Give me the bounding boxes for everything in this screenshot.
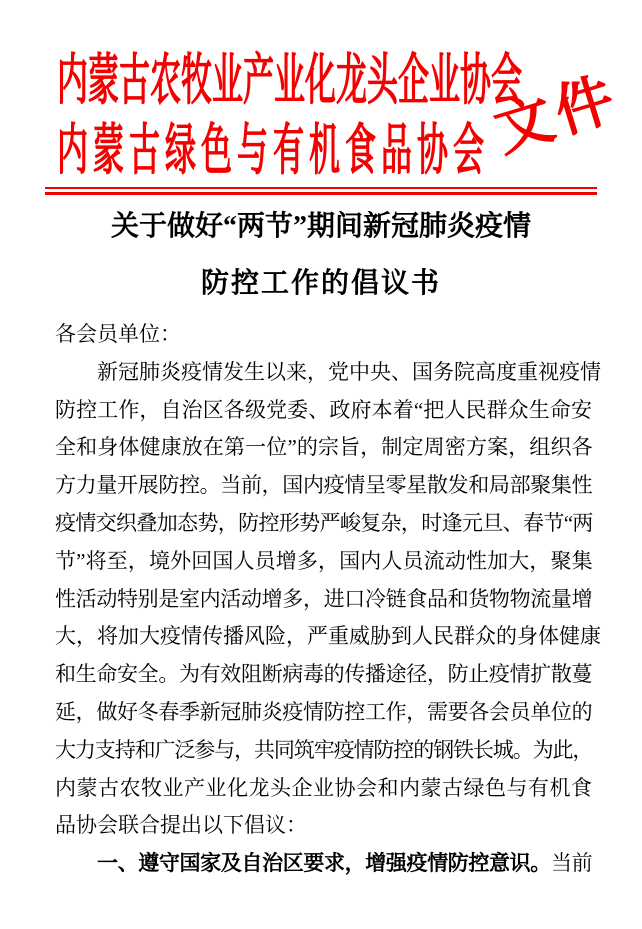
body-line xyxy=(55,429,592,467)
body-line-text: 性活动特别是室内活动增多，进口冷链食品和货物物流量增 xyxy=(55,586,592,611)
body-line-emphasis: 一、遵守国家及自治区要求，增强疫情防控意识。 xyxy=(97,852,551,876)
org-name-1: 内蒙古农牧业产业化龙头企业协会 xyxy=(57,48,522,112)
body-line xyxy=(55,316,592,354)
body-line-text: 各会员单位： xyxy=(55,322,181,346)
document-body xyxy=(55,316,601,883)
title-line-2: 防控工作的倡议书 xyxy=(200,268,441,299)
body-line xyxy=(55,505,592,543)
body-line-text: 内蒙古农牧业产业化龙头企业协会和内蒙古绿色与有机食 xyxy=(55,775,592,800)
body-line xyxy=(55,354,601,392)
title-line-1: 关于做好“两节”期间新冠肺炎疫情 xyxy=(110,211,531,242)
body-line-text: 和生命安全。为有效阻断病毒的传播途径，防止疫情扩散蔓 xyxy=(55,662,592,687)
org-name-2: 内蒙古绿色与有机食品协会 xyxy=(57,118,489,182)
body-line-text: 大，将加大疫情传播风险，严重威胁到人民群众的身体健康 xyxy=(55,624,601,649)
body-line-text: 大力支持和广泛参与，共同筑牢疫情防控的钢铁长城。为此， xyxy=(55,737,592,762)
body-line xyxy=(55,543,592,581)
document-title xyxy=(0,198,642,312)
body-line-text: 新冠肺炎疫情发生以来，党中央、国务院高度重视疫情 xyxy=(97,359,601,384)
body-line xyxy=(55,770,592,808)
body-line xyxy=(55,807,592,845)
body-line xyxy=(55,732,592,770)
body-line-text: 方力量开展防控。当前，国内疫情呈零星散发和局部聚集性 xyxy=(55,473,592,498)
body-line xyxy=(55,656,592,694)
body-line xyxy=(55,845,592,883)
letterhead-divider-rule xyxy=(45,187,597,195)
body-line xyxy=(55,392,592,430)
body-line-text: 全和身体健康放在第一位”的宗旨，制定周密方案，组织各 xyxy=(55,435,592,460)
body-line-text: 当前 xyxy=(550,851,592,876)
body-line-text: 延，做好冬春季新冠肺炎疫情防控工作，需要各会员单位的 xyxy=(55,699,592,724)
body-line xyxy=(55,581,592,619)
body-line-text: 节”将至，境外回国人员增多，国内人员流动性加大，聚集 xyxy=(55,548,592,573)
body-line-text: 品协会联合提出以下倡议： xyxy=(55,813,307,838)
body-line xyxy=(55,467,592,505)
doc-type-label: 文件 xyxy=(487,65,627,165)
letterhead-line-1 xyxy=(57,48,522,114)
letterhead-line-2 xyxy=(57,118,489,184)
body-line xyxy=(55,618,601,656)
body-line-text: 疫情交织叠加态势，防控形势严峻复杂，时逢元旦、春节“两 xyxy=(55,510,592,535)
body-line-text: 防控工作，自治区各级党委、政府本着“把人民群众生命安 xyxy=(55,397,592,422)
body-line xyxy=(55,694,592,732)
